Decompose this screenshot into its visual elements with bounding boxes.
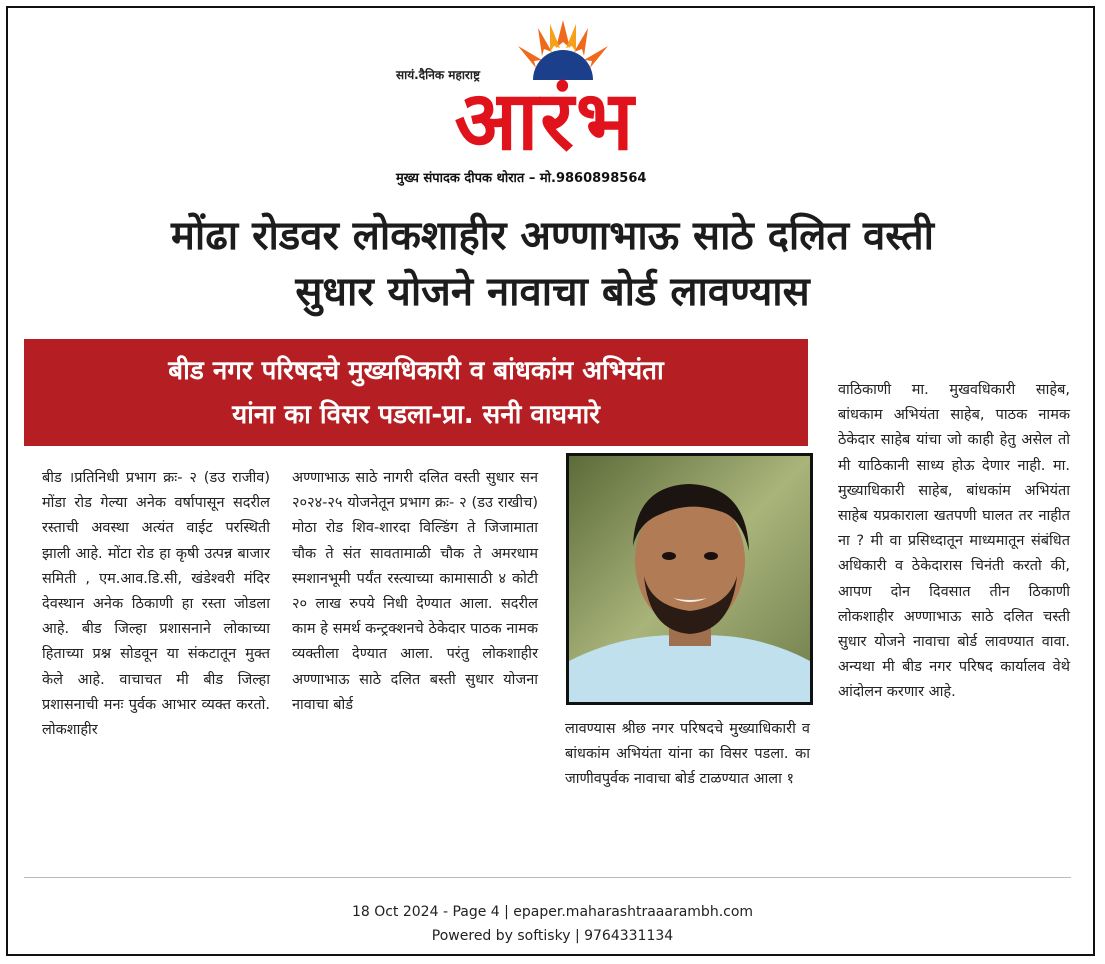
- page-footer: [0, 900, 1105, 948]
- article-column-1: बीड ।प्रतिनिधी प्रभाग क्रः- २ (डउ राजीव) मोंडा रोड गेल्या अनेक वर्षापासून सदरील रस्ताची अवस्था अत्यंत वाईट परस्थिती झाली आहे. मोंटा रोड हा कृषी उत्पन्न बाजार समिती , एम.आव.डि.सी, खंडेश्वरी मंदिर देवस्थान अनेक ठिकाणी हा रस्ता जोडला आहे. बीड जिल्हा प्रशासनाने लोकाच्या हिताच्या प्रश्न सोडवून या संकटातून मुक्त केले आहे. वाचाचत मी बीड जिल्हा प्रशासनाची मनः पुर्वक आभार व्यक्त करतो. लोकशाहीर: [42, 470, 270, 739]
- main-headline: [20, 208, 1085, 320]
- author-photo: [566, 453, 813, 705]
- subheadline-line-1: बीड नगर परिषदचे मुख्यधिकारी व बांधकांम अभियंता: [168, 356, 664, 386]
- article-column-2: अण्णाभाऊ साठे नागरी दलित वस्ती सुधार सन २०२४-२५ योजनेतून प्रभाग क्रः- २ (डउ राखीच) मोठा रोड शिव-शारदा विल्डिंग ते जिजामाता चौक ते संत सावतामाळी चौक ते अमरधाम स्मशानभूमी पर्यंत रस्त्याच्या कामासाठी ४ कोटी २० लाख रुपये निधी देण्यात आला. सदरील काम हे समर्थ कन्ट्रक्शनचे ठेकेदार पाठक नामक व्यक्तीला देण्यात आला. परंतु लोकशाहीर अण्णाभाऊ साठे दलित बस्ती सुधार योजना नावाचा बोर्ड: [292, 470, 538, 713]
- masthead-tagline: सायं.दैनिक महाराष्ट्र: [396, 68, 480, 82]
- subheadline-banner: [24, 339, 808, 446]
- headline-line-2: सुधार योजने नावाचा बोर्ड लावण्यास: [295, 269, 810, 315]
- newspaper-logo: आरंभ: [454, 74, 636, 169]
- footer-powered-by: Powered by softisky | 9764331134: [431, 928, 674, 944]
- portrait-image: [569, 456, 810, 702]
- article-column-3: लावण्यास श्रीछ नगर परिषदचे मुख्याधिकारी व बांधकांम अभियंता यांना का विसर पडला. का जाणीवपुर्वक नावाचा बोर्ड टाळण्यात आला १: [565, 721, 810, 788]
- footer-date-link[interactable]: 18 Oct 2024 - Page 4 | epaper.maharashtraaarambh.com: [351, 904, 754, 920]
- masthead: [0, 0, 1105, 200]
- editor-contact-line: मुख्य संपादक दीपक थोरात – मो.9860898564: [396, 171, 647, 186]
- headline-line-1: मोंढा रोडवर लोकशाहीर अण्णाभाऊ साठे दलित वस्ती: [171, 213, 934, 259]
- subheadline-line-2: यांना का विसर पडला-प्रा. सनी वाघमारे: [232, 400, 600, 430]
- footer-divider: [24, 877, 1071, 878]
- article-column-4: वाठिकाणी मा. मुखवधिकारी साहेब, बांधकाम अभियंता साहेब, पाठक नामक ठेकेदार साहेब यांचा जो काही हेतु असेल तो मी याठिकानी साध्य होऊ देणार नाही. मा. मुख्याधिकारी साहेब, बांधकांम अभियंता साहेब यप्रकाराला खतपणी घालत तर नाहीत ना ? मी वा प्रसिध्दातून माध्यमातून संबंधित अधिकारी व ठेकेदारास चिनंती करतो की, आपण दोन दिवसात तीन ठिकाणी लोकशाहीर अण्णाभाऊ साठे दलित चस्ती सुधार योजने नावाचा बोर्ड लावण्यात वावा. अन्यथा मी बीड नगर परिषद कार्यालव वेथे आंदोलन करणार आहे.: [838, 382, 1070, 701]
